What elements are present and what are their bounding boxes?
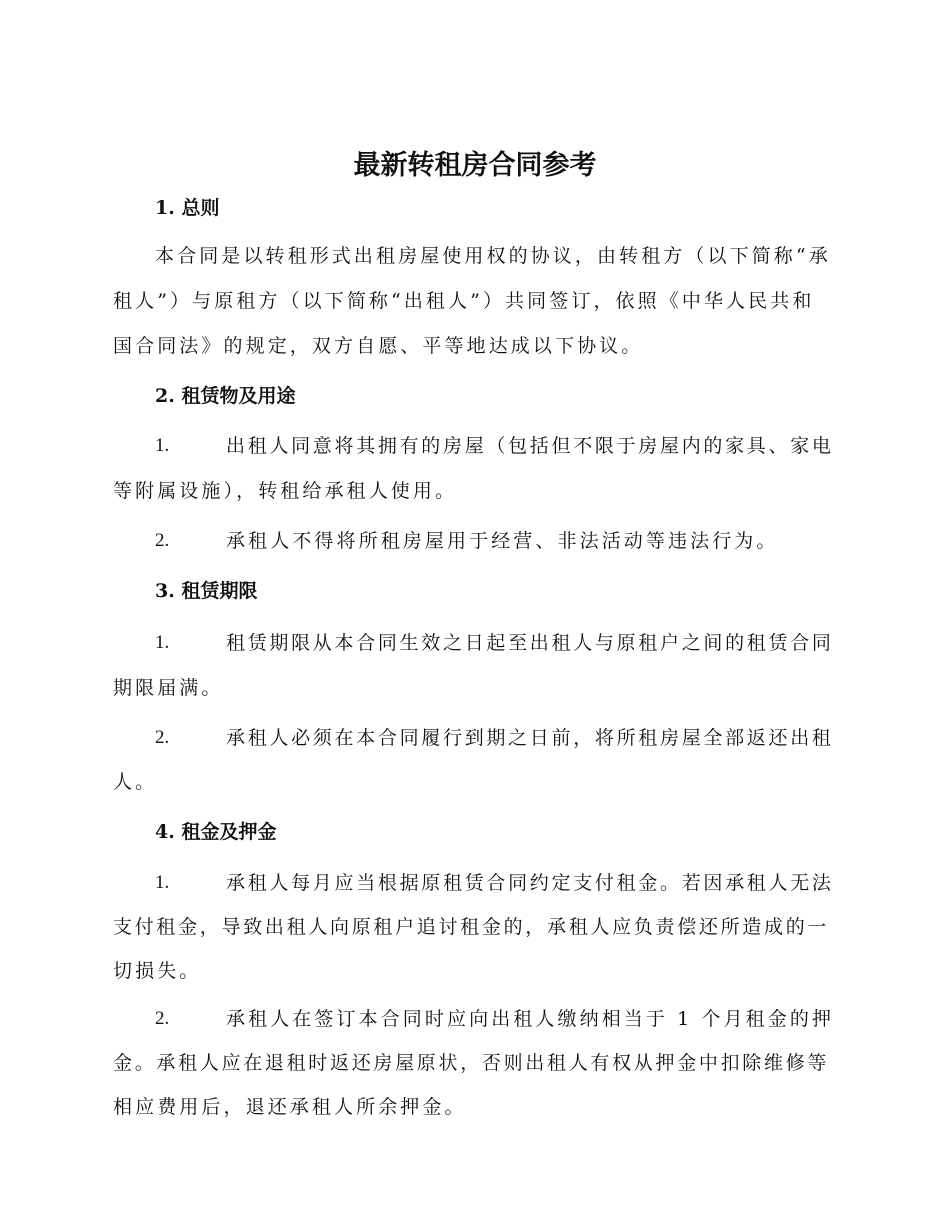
paragraph-line: 本合同是以转租形式出租房屋使用权的协议，由转租方（以下简称“承 bbox=[155, 245, 831, 267]
list-item-line: 切损失。 bbox=[113, 960, 202, 982]
list-number: 2. bbox=[155, 1008, 170, 1029]
section-heading-general: 1. 总则 bbox=[155, 197, 220, 219]
list-number: 2. bbox=[155, 530, 170, 551]
list-item-line: 人。 bbox=[113, 771, 158, 793]
list-item-line: 支付租金，导致出租人向原租户追讨租金的，承租人应负责偿还所造成的一 bbox=[113, 916, 830, 938]
list-item-line: 期限届满。 bbox=[113, 677, 224, 699]
list-item-line: 承租人不得将所租房屋用于经营、非法活动等违法行为。 bbox=[226, 530, 779, 552]
paragraph-line: 国合同法》的规定，双方自愿、平等地达成以下协议。 bbox=[113, 335, 644, 357]
list-number: 1. bbox=[155, 872, 170, 893]
list-number: 1. bbox=[155, 435, 170, 456]
paragraph-line: 租人”）与原租方（以下简称“出租人”）共同签订，依照《中华人民共和 bbox=[113, 290, 815, 312]
section-heading-rent-deposit: 4. 租金及押金 bbox=[155, 821, 277, 843]
list-item-line: 金。承租人应在退租时返还房屋原状，否则出租人有权从押金中扣除维修等 bbox=[113, 1052, 830, 1074]
section-heading-lease-term: 3. 租赁期限 bbox=[155, 580, 258, 602]
list-item-line: 租赁期限从本合同生效之日起至出租人与原租户之间的租赁合同 bbox=[226, 632, 834, 654]
list-item-line: 等附属设施），转租给承租人使用。 bbox=[113, 480, 458, 502]
list-item-line: 承租人在签订本合同时应向出租人缴纳相当于 1 个月租金的押 bbox=[226, 1008, 835, 1030]
list-number: 1. bbox=[155, 632, 170, 653]
section-heading-lease-object: 2. 租赁物及用途 bbox=[155, 385, 296, 407]
list-item-line: 相应费用后，退还承租人所余押金。 bbox=[113, 1096, 467, 1118]
list-item-line: 承租人每月应当根据原租赁合同约定支付租金。若因承租人无法 bbox=[226, 872, 834, 894]
document-title: 最新转租房合同参考 bbox=[353, 150, 597, 181]
list-item-line: 承租人必须在本合同履行到期之日前，将所租房屋全部返还出租 bbox=[226, 727, 834, 749]
list-item-line: 出租人同意将其拥有的房屋（包括但不限于房屋内的家具、家电 bbox=[226, 435, 834, 457]
list-number: 2. bbox=[155, 727, 170, 748]
